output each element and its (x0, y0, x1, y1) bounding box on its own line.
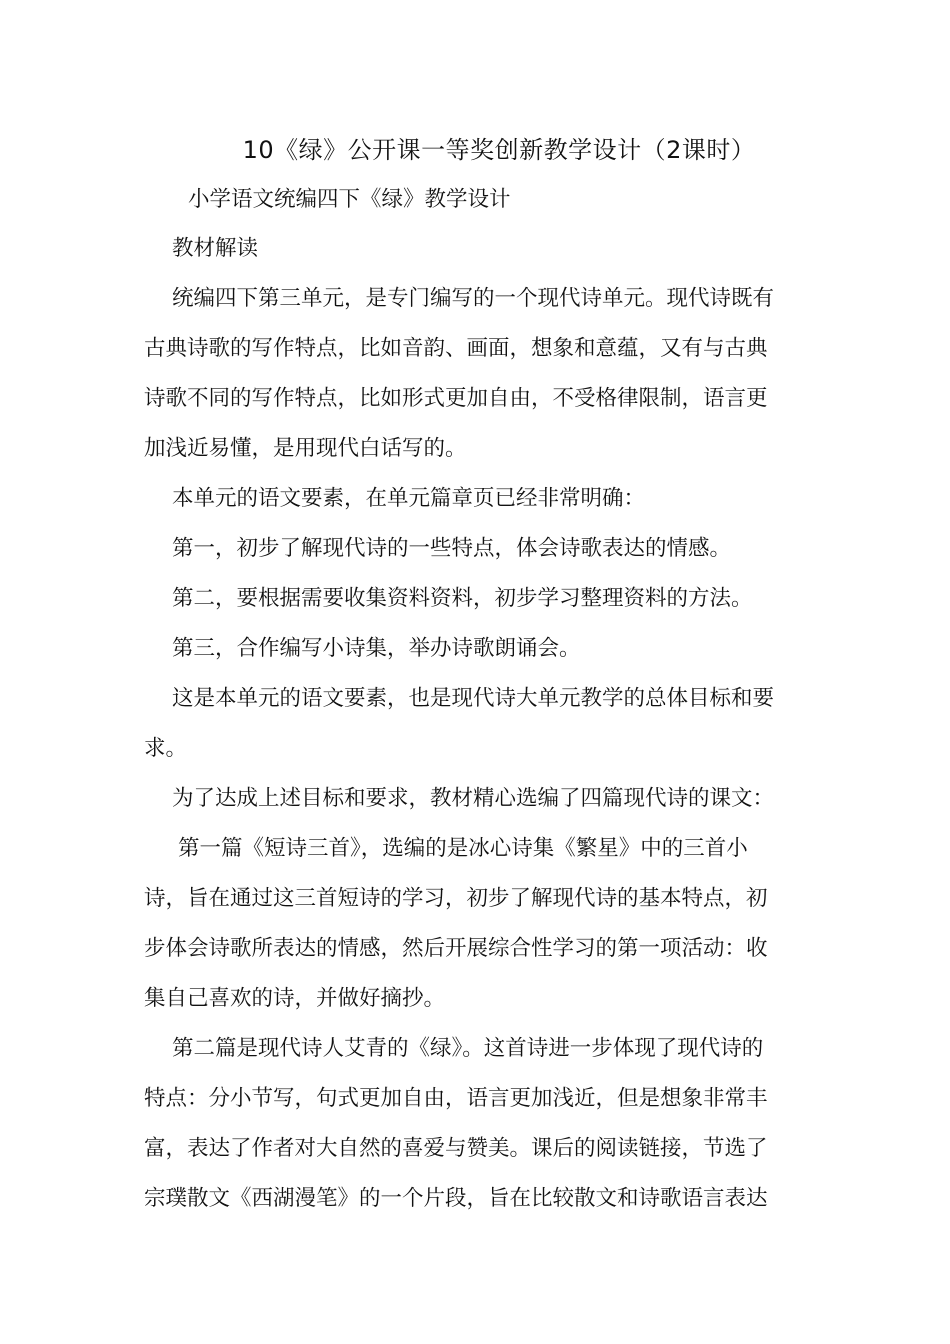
body-line: 特点：分小节写，句式更加自由，语言更加浅近，但是想象非常丰 (144, 1086, 768, 1111)
body-line: 加浅近易懂，是用现代白话写的。 (144, 436, 467, 461)
body-line: 步体会诗歌所表达的情感，然后开展综合性学习的第一项活动：收 (144, 936, 768, 961)
body-line: 古典诗歌的写作特点，比如音韵、画面，想象和意蕴，又有与古典 (144, 336, 768, 361)
body-line: 统编四下第三单元，是专门编写的一个现代诗单元。现代诗既有 (172, 286, 775, 311)
body-line: 集自己喜欢的诗，并做好摘抄。 (144, 986, 446, 1011)
body-line: 第二，要根据需要收集资料资料，初步学习整理资料的方法。 (172, 586, 753, 611)
body-line: 为了达成上述目标和要求，教材精心选编了四篇现代诗的课文： (172, 786, 775, 811)
document-subtitle: 小学语文统编四下《绿》教学设计 (188, 187, 511, 212)
body-line: 宗璞散文《西湖漫笔》的一个片段，旨在比较散文和诗歌语言表达 (144, 1186, 768, 1211)
document-title: 10《绿》公开课一等奖创新教学设计（2课时） (242, 136, 756, 164)
body-line: 富，表达了作者对大自然的喜爱与赞美。课后的阅读链接，节选了 (144, 1136, 768, 1161)
body-line: 第三，合作编写小诗集，举办诗歌朗诵会。 (172, 636, 581, 661)
body-line: 诗，旨在通过这三首短诗的学习，初步了解现代诗的基本特点，初 (144, 886, 768, 911)
body-line: 第一，初步了解现代诗的一些特点，体会诗歌表达的情感。 (172, 536, 732, 561)
body-line: 本单元的语文要素，在单元篇章页已经非常明确： (172, 486, 646, 511)
body-line: 求。 (144, 736, 188, 761)
body-line: 第二篇是现代诗人艾青的《绿》。这首诗进一步体现了现代诗的 (172, 1036, 764, 1061)
section-heading: 教材解读 (172, 236, 259, 261)
body-line: 第一篇《短诗三首》，选编的是冰心诗集《繁星》中的三首小 (178, 836, 748, 861)
body-line: 这是本单元的语文要素，也是现代诗大单元教学的总体目标和要 (172, 686, 775, 711)
body-line: 诗歌不同的写作特点，比如形式更加自由，不受格律限制，语言更 (144, 386, 768, 411)
